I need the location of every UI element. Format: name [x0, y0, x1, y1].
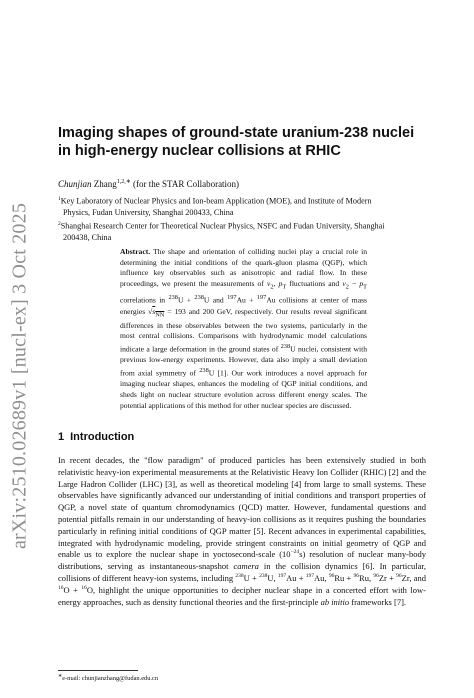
section-heading	[58, 431, 134, 443]
footnote: ∗e-mail: chunjianzhang@fudan.edu.cn	[58, 674, 159, 683]
footnote-email: e-mail: chunjianzhang@fudan.edu.cn	[62, 675, 159, 683]
arxiv-identifier-stamp	[0, 0, 42, 698]
author-marks: 1,2,∗	[116, 179, 131, 185]
section-title: Introduction	[70, 431, 135, 443]
abstract-label: Abstract.	[120, 247, 151, 256]
section-number: 1	[58, 431, 65, 443]
collaboration: (for the STAR Collaboration)	[130, 179, 240, 189]
author-line	[58, 178, 239, 189]
author-surname: Zhang	[93, 179, 117, 189]
author-first-name: Chunjian	[58, 179, 92, 189]
footnote-rule	[58, 670, 138, 671]
introduction-paragraph: In recent decades, the "flow paradigm" of produced particles has been extensively studied in both relativistic heavy-ion experimental measurements at the Relativistic Heavy Ion Collider (RHIC) [2] and the Large Hadron Collider (LHC) [3], as well as theoretical modeling [4] from large to small systems. These observables have significantly advanced our understanding of initial conditions and transport properties of QGP, a novel state of quantum chromodynamics (QCD) matter. However, fundamental questions and potential pitfalls remain in our understanding of heavy-ion collisions as it requires pushing the boundaries particularly in refining initial conditions of QGP matter [5]. Recent advances in experimental capabilities, integrated with hydrodynamic modeling, provide stringent constraints on initial geometry of QGP and enable us to explore the nuclear shape in yoctosecond-scale $(10^{-24}s)$ resolution of nuclear many-body distributions, serving as instantaneous-snapshot camera in the collision dynamics [6]. In particular, collisions of different heavy-ion systems, including $^{238}$U + $^{238}$U, $^{197}$Au + $^{197}$Au, $^{96}$Ru + $^{96}$Ru, $^{96}$Zr + $^{96}$Zr, and $^{16}$O + $^{16}$O, highlight the unique opportunities to decipher nuclear shape in a concerted effort with low-energy approaches, such as density functional theories and the first-principle ab initio frameworks [7].	[58, 455, 426, 607]
arxiv-identifier: arXiv:2510.02689v1 [nucl-ex] 3 Oct 2025	[8, 202, 31, 550]
abstract: Abstract. The shape and orientation of colliding nuclei play a crucial role in determining the initial conditions of the quark-gluon plasma (QGP), which influence key observables such as anisotropic and radial flow. In these proceedings, we present the measurements of $v_2$, $p_T$ fluctuations and $v_2 - p_T$ correlations in $^{238}$U + $^{238}$U and $^{197}$Au + $^{197}$Au collisions at center of mass energies $√s_{NN} = 193$ and 200 GeV, respectively. Our results reveal significant differences in these observables between the two systems, particularly in the most central collisions. Comparisons with hydrodynamic model calculations indicate a large deformation in the ground states of $^{238}$U nuclei, consistent with previous low-energy experiments. However, data also imply a small deviation from axial symmetry of $^{238}$U [1]. Our work introduces a novel approach for imaging nuclear shapes, enhances the modeling of QGP initial conditions, and sheds light on nuclear structure evolution across different energy scales. The potential applications of this method for other nuclear species are discussed.	[120, 247, 368, 410]
affiliation-1: $^1$Key Laboratory of Nuclear Physics and Ion-beam Application (MOE), and Institute of Modern Physics, Fudan University, Shanghai 200433, China	[58, 196, 372, 217]
affiliation-2: $^2$Shanghai Research Center for Theoretical Nuclear Physics, NSFC and Fudan University, Shanghai 200438, China	[58, 221, 385, 242]
paper-title: Imaging shapes of ground-state uranium-238 nuclei in high-energy nuclear collisions at RHIC	[58, 125, 415, 159]
